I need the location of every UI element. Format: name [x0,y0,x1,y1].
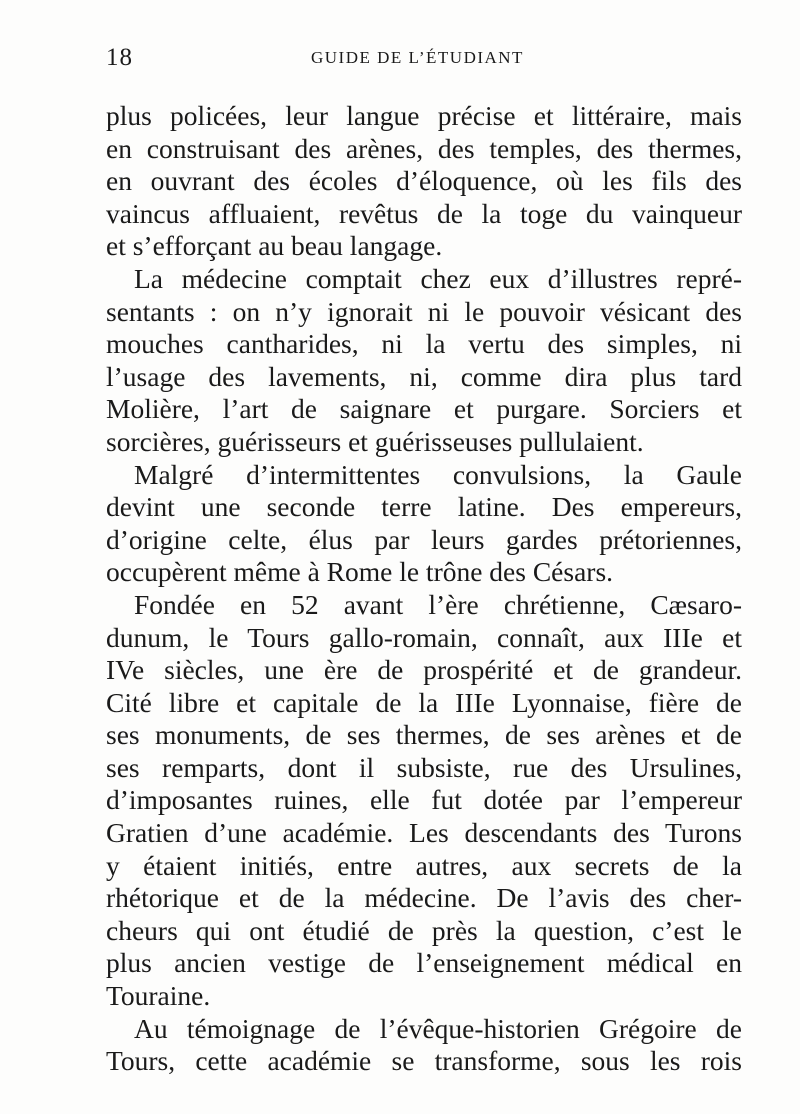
text-line: La médecine comptait chez eux d’illustres repré- [134,262,742,294]
text-line: sorcières, guérisseurs et guérisseuses pullulaient. [106,425,644,457]
paragraph-5 [106,1013,742,1078]
text-line: plus policées, leur langue précise et littéraire, mais [106,100,742,131]
text-line: Touraine. [106,980,211,1012]
text-line: et s’efforçant au beau langage. [106,230,443,262]
text-line: en ouvrant des écoles d’éloquence, où les fils des [106,165,742,197]
text-line: devint une seconde terre latine. Des empereurs, [106,491,742,523]
text-line: Fondée en 52 avant l’ère chrétienne, Cæsaro- [134,588,742,620]
text-line: Malgré d’intermittentes convulsions, la Gaule [134,458,742,490]
text-line: Au témoignage de l’évêque-historien Grégoire de [134,1012,742,1044]
text-line: rhétorique et de la médecine. De l’avis des cher- [106,882,742,914]
page-number: 18 [106,44,133,71]
text-line: IVe siècles, une ère de prospérité et de grandeur. [106,654,742,686]
text-line: l’usage des lavements, ni, comme dira plus tard [106,360,742,392]
text-line: d’origine celte, élus par leurs gardes prétoriennes, [106,523,742,555]
text-line: vaincus affluaient, revêtus de la toge du vainqueur [106,197,742,229]
paragraph-2 [106,263,742,459]
text-line: Molière, l’art de saignare et purgare. Sorciers et [106,393,742,425]
text-line: occupèrent même à Rome le trône des Césars. [106,556,614,588]
paragraph-3 [106,459,742,589]
text-line: Cité libre et capitale de la IIIe Lyonnaise, fière de [106,686,742,718]
text-line: Gratien d’une académie. Les descendants des Turons [106,817,742,849]
text-line: ses monuments, de ses thermes, de ses arènes et de [106,719,742,751]
text-line: ses remparts, dont il subsiste, rue des Ursulines, [106,751,742,783]
paragraph-4 [106,589,742,1013]
text-line: dunum, le Tours gallo-romain, connaît, aux IIIe et [106,621,742,653]
text-line: d’imposantes ruines, elle fut dotée par l’empereur [106,784,742,816]
text-line: sentants : on n’y ignorait ni le pouvoir vésicant des [106,295,742,327]
text-line: mouches cantharides, ni la vertu des simples, ni [106,328,742,360]
running-title: GUIDE DE L’ÉTUDIANT [311,48,524,67]
text-line: y étaient initiés, entre autres, aux secrets de la [106,849,742,881]
text-line: plus ancien vestige de l’enseignement médical en [106,947,742,979]
text-line: Tours, cette académie se transforme, sous les rois [106,1045,742,1077]
text-line: cheurs qui ont étudié de près la question, c’est le [106,914,742,946]
running-head [106,44,746,78]
body-text [106,100,742,1078]
text-line: en construisant des arènes, des temples, des thermes, [106,132,742,164]
paragraph-1 [106,100,742,263]
